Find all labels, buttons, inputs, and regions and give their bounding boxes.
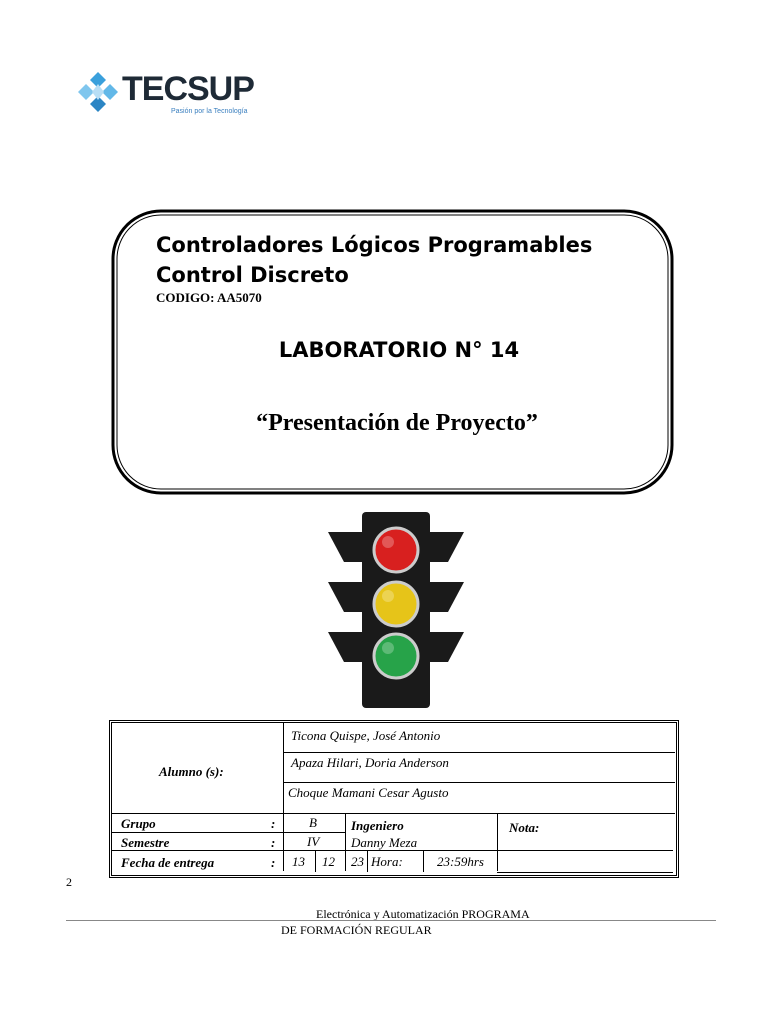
fecha-year: 23 xyxy=(351,854,364,869)
tecsup-logo-mark-icon xyxy=(76,70,120,114)
tecsup-logo xyxy=(76,66,261,124)
alumno-3: Choque Mamani Cesar Agusto xyxy=(288,785,449,800)
logo-tagline: Pasión por la Tecnología xyxy=(171,108,248,115)
alumnos-label: Alumno (s): xyxy=(159,764,224,779)
footer-line-2: DE FORMACIÓN REGULAR xyxy=(281,923,432,937)
footer-divider xyxy=(66,920,716,921)
fecha-colon: : xyxy=(271,855,276,870)
semestre-label: Semestre xyxy=(121,835,170,850)
fecha-month: 12 xyxy=(322,854,335,869)
course-code: CODIGO: AA5070 xyxy=(156,290,262,305)
grupo-label: Grupo xyxy=(121,816,156,831)
ingeniero-label: Ingeniero xyxy=(351,818,404,833)
grupo-value: B xyxy=(309,815,317,830)
presentation-title: “Presentación de Proyecto” xyxy=(256,410,538,436)
nota-label: Nota: xyxy=(509,820,540,835)
yellow-light-icon xyxy=(374,582,418,626)
green-light-icon xyxy=(374,634,418,678)
grupo-colon: : xyxy=(271,816,276,831)
hora-label: Hora: xyxy=(371,854,403,869)
semestre-colon: : xyxy=(271,835,276,850)
course-title-line1: Controladores Lógicos Programables xyxy=(156,233,593,257)
footer-line-1: Electrónica y Automatización PROGRAMA xyxy=(316,907,530,921)
traffic-light-image xyxy=(326,510,466,710)
page-number: 2 xyxy=(66,875,72,889)
alumno-1: Ticona Quispe, José Antonio xyxy=(291,728,441,743)
ingeniero-name: Danny Meza xyxy=(351,835,418,850)
alumno-2: Apaza Hilari, Doria Anderson xyxy=(291,755,449,770)
fecha-day: 13 xyxy=(292,854,305,869)
semestre-value: IV xyxy=(307,834,320,849)
student-info-table xyxy=(109,720,677,876)
course-title xyxy=(156,230,592,290)
red-light-icon xyxy=(374,528,418,572)
course-title-line2: Control Discreto xyxy=(156,263,349,287)
lab-number: LABORATORIO N° 14 xyxy=(278,338,520,362)
logo-wordmark: TECSUP xyxy=(122,70,254,108)
hora-value: 23:59hrs xyxy=(437,854,484,869)
fecha-label: Fecha de entrega xyxy=(121,855,215,870)
